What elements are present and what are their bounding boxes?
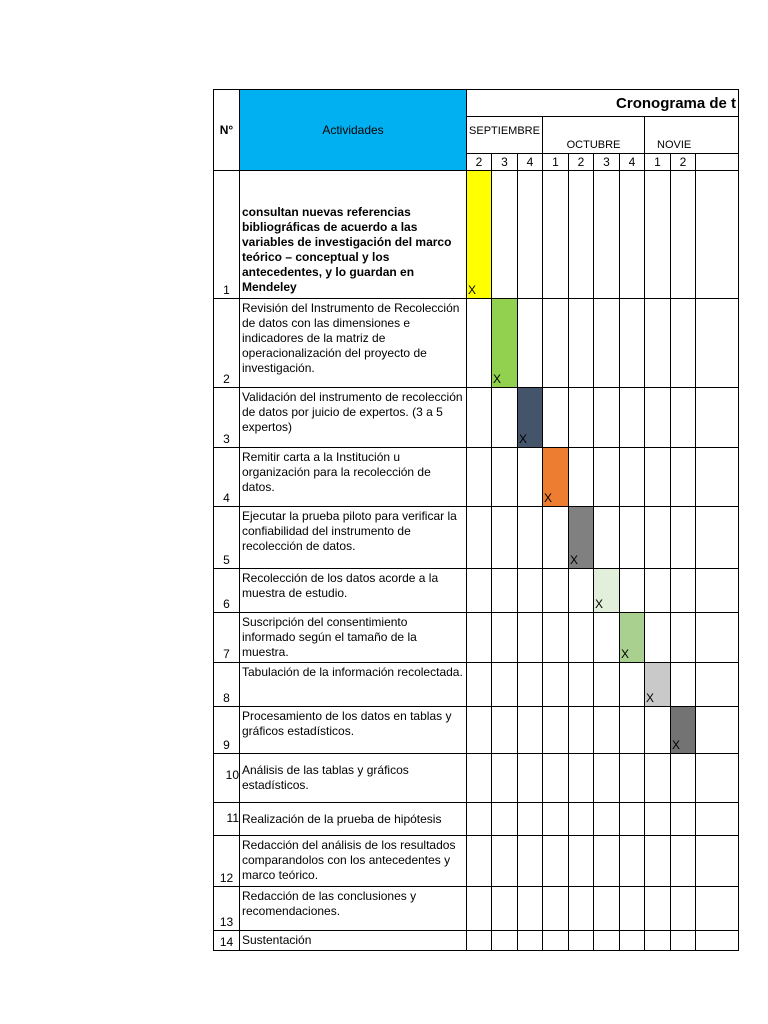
schedule-cell <box>645 931 671 951</box>
week-header-cut <box>696 154 739 171</box>
schedule-sheet <box>213 89 737 951</box>
schedule-cell <box>518 663 543 707</box>
row-number: 8 <box>214 663 240 707</box>
week-header: 4 <box>518 154 543 171</box>
activity-text: Realización de la prueba de hipótesis <box>240 803 467 836</box>
schedule-mark-cell: X <box>543 448 569 507</box>
schedule-cell <box>696 448 739 507</box>
schedule-cell <box>620 507 645 569</box>
row-number: 5 <box>214 507 240 569</box>
activity-text: Remitir carta a la Institución u organización para la recolección de datos. <box>240 448 467 507</box>
schedule-cell <box>671 388 696 448</box>
row-number: 14 <box>214 931 240 951</box>
schedule-cell <box>467 569 492 613</box>
schedule-cell <box>594 803 620 836</box>
table-row <box>214 507 739 569</box>
row-number: 3 <box>214 388 240 448</box>
table-row <box>214 663 739 707</box>
schedule-cell <box>620 569 645 613</box>
schedule-cell <box>594 663 620 707</box>
schedule-cell <box>671 569 696 613</box>
schedule-cell <box>671 663 696 707</box>
schedule-cell <box>492 613 518 663</box>
schedule-cell <box>696 754 739 803</box>
schedule-cell <box>518 507 543 569</box>
schedule-cell <box>645 448 671 507</box>
schedule-cell <box>518 887 543 931</box>
schedule-cell <box>645 803 671 836</box>
schedule-cell <box>569 388 594 448</box>
schedule-cell <box>569 754 594 803</box>
schedule-cell <box>518 754 543 803</box>
schedule-cell <box>696 803 739 836</box>
week-header: 4 <box>620 154 645 171</box>
week-header: 2 <box>569 154 594 171</box>
row-number: 12 <box>214 836 240 887</box>
schedule-cell <box>671 171 696 299</box>
schedule-cell <box>467 754 492 803</box>
schedule-cell <box>492 663 518 707</box>
row-number: 4 <box>214 448 240 507</box>
schedule-cell <box>492 707 518 754</box>
table-row <box>214 931 739 951</box>
schedule-cell <box>569 663 594 707</box>
schedule-cell <box>543 663 569 707</box>
schedule-cell <box>467 613 492 663</box>
schedule-cell <box>543 754 569 803</box>
schedule-cell <box>492 569 518 613</box>
schedule-cell <box>467 507 492 569</box>
schedule-cell <box>543 388 569 448</box>
schedule-cell <box>518 707 543 754</box>
week-header: 3 <box>492 154 518 171</box>
activity-text: Validación del instrumento de recolección de datos por juicio de expertos. (3 a 5 expertos) <box>240 388 467 448</box>
table-row <box>214 448 739 507</box>
schedule-cell <box>543 569 569 613</box>
schedule-cell <box>594 613 620 663</box>
schedule-cell <box>696 388 739 448</box>
schedule-cell <box>594 836 620 887</box>
schedule-mark-cell: X <box>645 663 671 707</box>
schedule-cell <box>467 707 492 754</box>
row-number: 6 <box>214 569 240 613</box>
schedule-cell <box>467 931 492 951</box>
schedule-cell <box>696 299 739 388</box>
schedule-cell <box>645 299 671 388</box>
activity-text: Ejecutar la prueba piloto para verificar la confiabilidad del instrumento de recolección de datos. <box>240 507 467 569</box>
activity-text: Redacción de las conclusiones y recomendaciones. <box>240 887 467 931</box>
schedule-cell <box>543 931 569 951</box>
schedule-cell <box>645 507 671 569</box>
week-header: 1 <box>645 154 671 171</box>
schedule-mark-cell: X <box>594 569 620 613</box>
row-number: 2 <box>214 299 240 388</box>
schedule-mark-cell: X <box>620 613 645 663</box>
schedule-cell <box>543 171 569 299</box>
schedule-cell <box>696 663 739 707</box>
schedule-mark-cell: X <box>569 507 594 569</box>
schedule-cell <box>620 663 645 707</box>
header-activities: Actividades <box>240 90 467 171</box>
activity-text: Recolección de los datos acorde a la muestra de estudio. <box>240 569 467 613</box>
activity-text: Sustentación <box>240 931 467 951</box>
schedule-cell <box>620 707 645 754</box>
schedule-cell <box>467 299 492 388</box>
table-row <box>214 803 739 836</box>
schedule-cell <box>696 171 739 299</box>
schedule-cell <box>543 887 569 931</box>
schedule-cell <box>645 836 671 887</box>
schedule-cell <box>696 707 739 754</box>
week-header: 1 <box>543 154 569 171</box>
schedule-cell <box>543 836 569 887</box>
schedule-cell <box>671 931 696 951</box>
activity-text: Revisión del Instrumento de Recolección de datos con las dimensiones e indicadores de la matriz de operacionalización del proyecto de investigación. <box>240 299 467 388</box>
schedule-cell <box>569 299 594 388</box>
schedule-cell <box>518 299 543 388</box>
month-october: OCTUBRE <box>543 117 645 154</box>
schedule-cell <box>543 613 569 663</box>
schedule-cell <box>645 887 671 931</box>
schedule-cell <box>467 803 492 836</box>
schedule-cell <box>645 754 671 803</box>
schedule-cell <box>671 887 696 931</box>
week-header: 2 <box>671 154 696 171</box>
row-number: 13 <box>214 887 240 931</box>
table-row <box>214 887 739 931</box>
schedule-cell <box>620 388 645 448</box>
month-november: NOVIE <box>645 117 739 154</box>
schedule-mark-cell: X <box>671 707 696 754</box>
row-number: 9 <box>214 707 240 754</box>
schedule-mark-cell: X <box>518 388 543 448</box>
schedule-table <box>213 89 739 951</box>
schedule-cell <box>671 448 696 507</box>
schedule-cell <box>492 931 518 951</box>
schedule-cell <box>518 931 543 951</box>
schedule-cell <box>543 803 569 836</box>
schedule-cell <box>620 836 645 887</box>
schedule-cell <box>645 613 671 663</box>
schedule-cell <box>620 754 645 803</box>
schedule-cell <box>569 803 594 836</box>
schedule-cell <box>492 754 518 803</box>
schedule-cell <box>467 388 492 448</box>
schedule-cell <box>671 299 696 388</box>
schedule-cell <box>569 887 594 931</box>
schedule-cell <box>492 887 518 931</box>
activity-text: Procesamiento de los datos en tablas y gráficos estadísticos. <box>240 707 467 754</box>
schedule-cell <box>492 507 518 569</box>
table-row <box>214 836 739 887</box>
schedule-cell <box>518 803 543 836</box>
table-row <box>214 707 739 754</box>
schedule-cell <box>569 569 594 613</box>
schedule-cell <box>569 171 594 299</box>
row-number: 10 <box>214 754 240 803</box>
table-row <box>214 754 739 803</box>
schedule-cell <box>696 887 739 931</box>
schedule-cell <box>518 613 543 663</box>
schedule-cell <box>594 931 620 951</box>
table-row <box>214 171 739 299</box>
schedule-cell <box>645 388 671 448</box>
schedule-cell <box>594 754 620 803</box>
activity-text: Redacción del análisis de los resultados comparandolos con los antecedentes y marco teórico. <box>240 836 467 887</box>
schedule-cell <box>543 507 569 569</box>
week-header: 3 <box>594 154 620 171</box>
row-number: 11 <box>214 803 240 836</box>
schedule-cell <box>543 707 569 754</box>
table-row <box>214 613 739 663</box>
schedule-cell <box>569 931 594 951</box>
schedule-cell <box>518 569 543 613</box>
row-number: 1 <box>214 171 240 299</box>
month-september: SEPTIEMBRE <box>467 117 543 154</box>
schedule-cell <box>620 887 645 931</box>
schedule-cell <box>671 507 696 569</box>
schedule-cell <box>569 836 594 887</box>
schedule-cell <box>620 299 645 388</box>
schedule-cell <box>518 171 543 299</box>
schedule-title: Cronograma de t <box>467 90 739 117</box>
schedule-cell <box>518 448 543 507</box>
schedule-cell <box>671 836 696 887</box>
activity-text: consultan nuevas referencias bibliográficas de acuerdo a las variables de investigación del marco teórico – conceptual y los antecedentes, y lo guardan en Mendeley <box>240 171 467 299</box>
schedule-cell <box>569 707 594 754</box>
schedule-cell <box>467 836 492 887</box>
activity-text: Análisis de las tablas y gráficos estadísticos. <box>240 754 467 803</box>
schedule-cell <box>671 803 696 836</box>
schedule-cell <box>492 448 518 507</box>
schedule-cell <box>594 707 620 754</box>
schedule-cell <box>620 931 645 951</box>
week-header: 2 <box>467 154 492 171</box>
schedule-cell <box>696 507 739 569</box>
schedule-cell <box>696 569 739 613</box>
schedule-cell <box>594 171 620 299</box>
schedule-mark-cell: X <box>492 299 518 388</box>
schedule-cell <box>696 836 739 887</box>
schedule-cell <box>696 613 739 663</box>
schedule-cell <box>594 448 620 507</box>
activity-text: Suscripción del consentimiento informado según el tamaño de la muestra. <box>240 613 467 663</box>
schedule-cell <box>467 663 492 707</box>
schedule-cell <box>492 803 518 836</box>
schedule-cell <box>671 754 696 803</box>
schedule-cell <box>594 299 620 388</box>
schedule-cell <box>594 388 620 448</box>
header-number: N° <box>214 90 240 171</box>
schedule-cell <box>492 836 518 887</box>
schedule-cell <box>696 931 739 951</box>
schedule-mark-cell: X <box>467 171 492 299</box>
schedule-cell <box>620 803 645 836</box>
schedule-cell <box>594 887 620 931</box>
schedule-cell <box>645 569 671 613</box>
schedule-cell <box>543 299 569 388</box>
schedule-cell <box>569 613 594 663</box>
schedule-cell <box>467 448 492 507</box>
activity-text: Tabulación de la información recolectada. <box>240 663 467 707</box>
schedule-cell <box>492 171 518 299</box>
table-row <box>214 388 739 448</box>
table-row <box>214 299 739 388</box>
schedule-cell <box>645 707 671 754</box>
schedule-cell <box>645 171 671 299</box>
schedule-cell <box>492 388 518 448</box>
schedule-cell <box>518 836 543 887</box>
schedule-cell <box>620 448 645 507</box>
schedule-cell <box>467 887 492 931</box>
schedule-cell <box>594 507 620 569</box>
schedule-cell <box>620 171 645 299</box>
schedule-cell <box>671 613 696 663</box>
table-row <box>214 569 739 613</box>
row-number: 7 <box>214 613 240 663</box>
schedule-cell <box>569 448 594 507</box>
